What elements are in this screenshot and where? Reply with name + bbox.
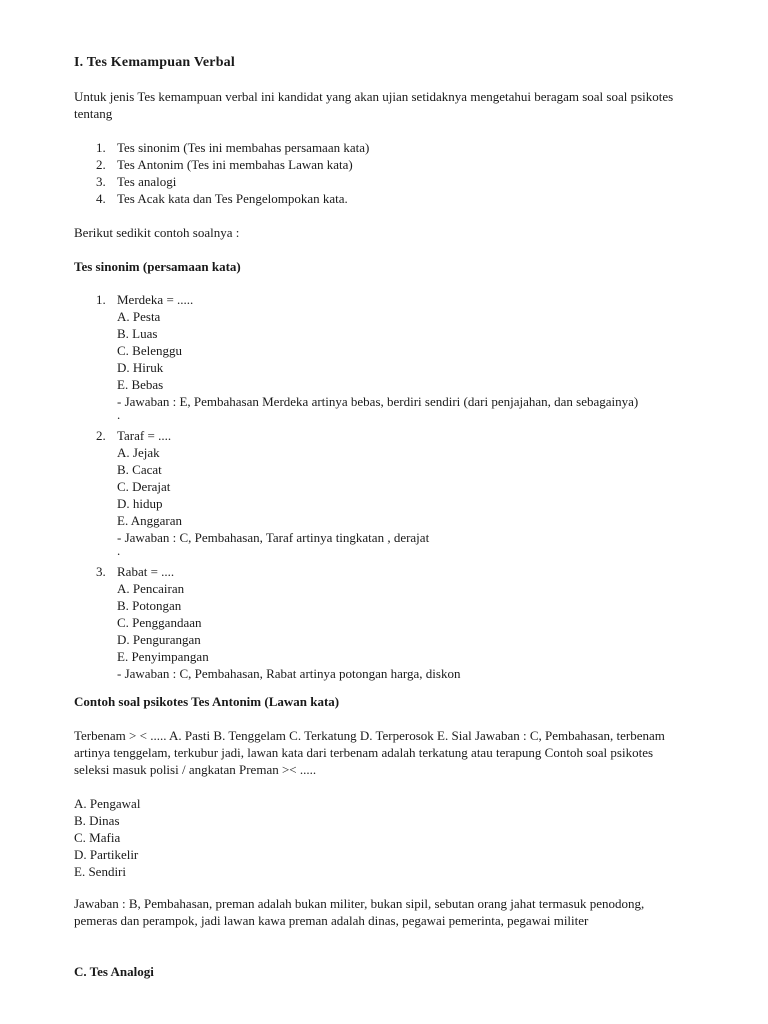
option: D. Pengurangan (117, 632, 201, 647)
trailing-dot: . (117, 543, 121, 558)
intro-paragraph: Untuk jenis Tes kemampuan verbal ini kandidat yang akan ujian setidaknya mengetahui beragam soal soal psikotes tentang (74, 89, 674, 121)
analogi-title: C. Tes Analogi (74, 964, 154, 979)
antonim-paragraph: Terbenam > < ..... A. Pasti B. Tenggelam C. Terkatung D. Terperosok E. Sial Jawaban : C, Pembahasan, terbenam artinya tenggelam, terkubur jadi, lawan kata dari terbenam adalah terkatung atau terapung Contoh soal psikotes seleksi masuk polisi / angkatan Preman >< ..... (74, 728, 665, 777)
answer-text: - Jawaban : C, Pembahasan, Rabat artinya potongan harga, diskon (117, 666, 461, 681)
trailing-dot: . (117, 407, 121, 422)
list-item: 1. Tes sinonim (Tes ini membahas persamaan kata) (96, 140, 370, 155)
question-item: 2. Taraf = .... A. Jejak B. Cacat C. Derajat D. hidup E. Anggaran - Jawaban : C, Pembahasan, Taraf artinya tingkatan , derajat . (74, 427, 714, 563)
option: B. Potongan (117, 598, 182, 613)
option: A. Pencairan (117, 581, 185, 596)
option: E. Anggaran (117, 513, 182, 528)
option: B. Luas (117, 326, 158, 341)
option: B. Dinas (74, 813, 120, 828)
option: A. Pengawal (74, 796, 141, 811)
option: C. Penggandaan (117, 615, 202, 630)
option: A. Jejak (117, 445, 160, 460)
option: D. Partikelir (74, 847, 139, 862)
antonim-answer: Jawaban : B, Pembahasan, preman adalah bukan militer, bukan sipil, sebutan orang jahat termasuk penodong, pemeras dan perampok, jadi lawan kawa preman adalah dinas, pegawai pemerinta, pegawai militer (74, 896, 645, 928)
sinonim-question-list (74, 291, 714, 682)
option: E. Penyimpangan (117, 649, 209, 664)
answer-text: - Jawaban : C, Pembahasan, Taraf artinya tingkatan , derajat (117, 530, 430, 545)
option: C. Mafia (74, 830, 121, 845)
list-item: 3. Tes analogi (96, 174, 177, 189)
examples-intro: Berikut sedikit contoh soalnya : (74, 225, 240, 240)
option: D. Hiruk (117, 360, 164, 375)
option: D. hidup (117, 496, 163, 511)
option: B. Cacat (117, 462, 162, 477)
option: E. Bebas (117, 377, 164, 392)
antonim-title: Contoh soal psikotes Tes Antonim (Lawan kata) (74, 694, 340, 709)
option: E. Sendiri (74, 864, 126, 879)
question-item: 3. Rabat = .... A. Pencairan B. Potongan C. Penggandaan D. Pengurangan E. Penyimpangan - Jawaban : C, Pembahasan, Rabat artinya potongan harga, diskon (74, 563, 714, 682)
option: C. Belenggu (117, 343, 182, 358)
question-text: Taraf = .... (117, 428, 172, 443)
list-item: 2. Tes Antonim (Tes ini membahas Lawan kata) (96, 157, 353, 172)
answer-text: - Jawaban : E, Pembahasan Merdeka artinya bebas, berdiri sendiri (dari penjajahan, dan sebagainya) (117, 394, 639, 409)
list-item: 4. Tes Acak kata dan Tes Pengelompokan kata. (96, 191, 348, 206)
question-text: Rabat = .... (117, 564, 175, 579)
question-text: Merdeka = ..... (117, 292, 194, 307)
option: A. Pesta (117, 309, 161, 324)
question-item: 1. Merdeka = ..... A. Pesta B. Luas C. Belenggu D. Hiruk E. Bebas - Jawaban : E, Pembahasan Merdeka artinya bebas, berdiri sendiri (dari penjajahan, dan sebagainya) . (74, 291, 714, 427)
topic-list (74, 139, 714, 207)
sinonim-title: Tes sinonim (persamaan kata) (74, 259, 241, 274)
antonim-options (74, 795, 694, 880)
section-heading: I. Tes Kemampuan Verbal (74, 55, 235, 70)
option: C. Derajat (117, 479, 171, 494)
